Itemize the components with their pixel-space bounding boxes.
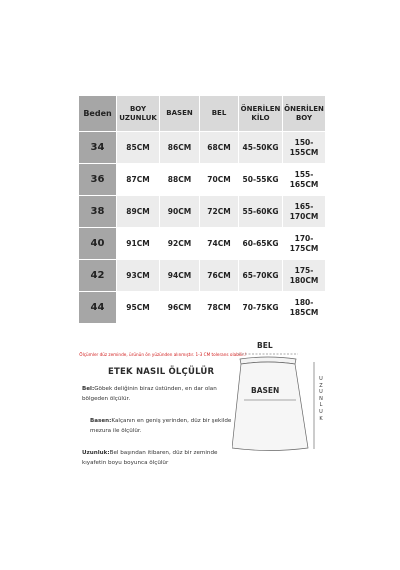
- boy-cell: 87CM: [117, 164, 160, 196]
- boy-cell: 85CM: [117, 132, 160, 164]
- uzunluk-description: [82, 448, 242, 468]
- size-chart-table: [78, 95, 326, 324]
- table-header-row: [79, 96, 326, 132]
- uzunluk-letter: U: [319, 376, 323, 382]
- tolerance-note: Ölçümler düz zeminde, ürünün ön yüzünden alınmıştır. 1-3 CM tolerans olabilir.!: [79, 352, 247, 357]
- uzunluk-letter: L: [319, 402, 323, 409]
- measure-guide-title: ETEK NASIL ÖLÇÜLÜR: [108, 367, 215, 377]
- uzunluk-letter: U: [319, 408, 323, 415]
- uzunluk-letter: K: [319, 415, 323, 422]
- onerilen-boy-cell: 175-180CM: [283, 260, 326, 292]
- basen-description: [90, 416, 240, 436]
- size-cell: 36: [79, 164, 117, 196]
- basen-cell: 94CM: [160, 260, 200, 292]
- boy-cell: 91CM: [117, 228, 160, 260]
- size-cell: 38: [79, 196, 117, 228]
- onerilen-boy-cell: 165-170CM: [283, 196, 326, 228]
- basen-text: Kalçanın en geniş yerinden, düz bir şekilde mezura ile ölçülür.: [90, 418, 232, 434]
- onerilen-boy-cell: 170-175CM: [283, 228, 326, 260]
- table-row: [79, 292, 326, 324]
- bel-cell: 74CM: [200, 228, 239, 260]
- uzunluk-letter: Z: [319, 382, 323, 389]
- basen-cell: 96CM: [160, 292, 200, 324]
- size-cell: 42: [79, 260, 117, 292]
- basen-cell: 86CM: [160, 132, 200, 164]
- bel-description: [82, 384, 242, 404]
- onerilen-boy-cell: 155-165CM: [283, 164, 326, 196]
- kilo-cell: 60-65KG: [239, 228, 283, 260]
- header-beden: Beden: [79, 96, 117, 132]
- header-onerilen-boy: ÖNERİLEN BOY: [283, 96, 326, 132]
- header-boy-uzunluk: BOY UZUNLUK: [117, 96, 160, 132]
- skirt-body-shape: [232, 362, 308, 451]
- kilo-cell: 55-60KG: [239, 196, 283, 228]
- basen-cell: 92CM: [160, 228, 200, 260]
- kilo-cell: 50-55KG: [239, 164, 283, 196]
- table-row: [79, 196, 326, 228]
- uzunluk-letter: N: [319, 395, 323, 402]
- skirt-diagram: [232, 336, 332, 456]
- boy-cell: 95CM: [117, 292, 160, 324]
- size-cell: 44: [79, 292, 117, 324]
- bel-term: Bel:: [82, 386, 95, 392]
- basen-cell: 90CM: [160, 196, 200, 228]
- size-cell: 40: [79, 228, 117, 260]
- kilo-cell: 65-70KG: [239, 260, 283, 292]
- boy-cell: 89CM: [117, 196, 160, 228]
- basen-term: Basen:: [90, 418, 112, 424]
- header-basen: BASEN: [160, 96, 200, 132]
- bel-cell: 68CM: [200, 132, 239, 164]
- bel-cell: 70CM: [200, 164, 239, 196]
- kilo-cell: 70-75KG: [239, 292, 283, 324]
- header-onerilen-kilo: ÖNERİLEN KİLO: [239, 96, 283, 132]
- bel-cell: 76CM: [200, 260, 239, 292]
- table-row: [79, 164, 326, 196]
- size-cell: 34: [79, 132, 117, 164]
- skirt-drawing: [232, 336, 332, 456]
- basen-cell: 88CM: [160, 164, 200, 196]
- boy-cell: 93CM: [117, 260, 160, 292]
- uzunluk-letter: U: [319, 389, 323, 396]
- bel-text: Göbek deliğinin biraz üstünden, en dar olan bölgeden ölçülür.: [82, 386, 217, 402]
- table-row: [79, 260, 326, 292]
- bel-cell: 78CM: [200, 292, 239, 324]
- onerilen-boy-cell: 150-155CM: [283, 132, 326, 164]
- uzunluk-text: Bel başından itibaren, düz bir zeminde kıyafetin boyu boyunca ölçülür: [82, 450, 218, 466]
- table-row: [79, 132, 326, 164]
- bel-cell: 72CM: [200, 196, 239, 228]
- kilo-cell: 45-50KG: [239, 132, 283, 164]
- uzunluk-term: Uzunluk:: [82, 450, 110, 456]
- bel-label: BEL: [257, 341, 273, 350]
- basen-label: BASEN: [251, 386, 280, 395]
- onerilen-boy-cell: 180-185CM: [283, 292, 326, 324]
- uzunluk-vertical-label: [318, 376, 324, 422]
- header-bel: BEL: [200, 96, 239, 132]
- table-row: [79, 228, 326, 260]
